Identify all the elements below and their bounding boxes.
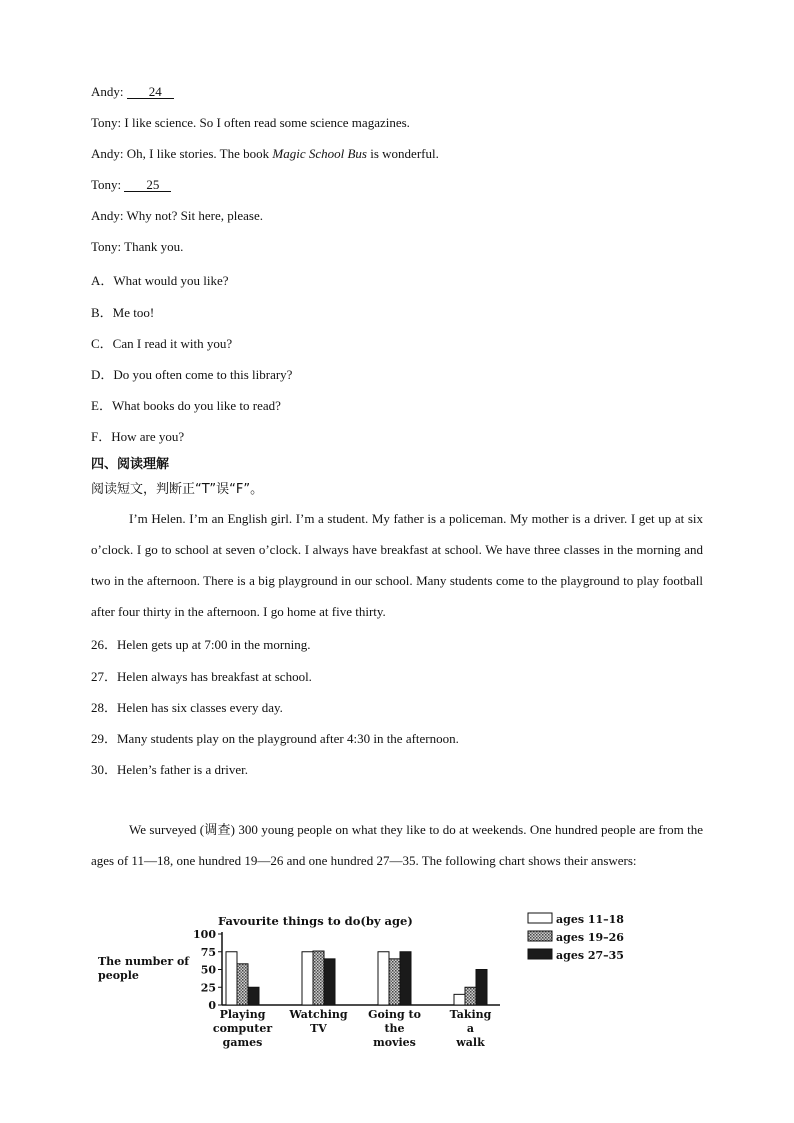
option-c: C．Can I read it with you? [91, 336, 233, 351]
question-28: 28．Helen has six classes every day. [91, 700, 283, 715]
survey-passage: We surveyed (调查) 300 young people on what they like to do at weekends. One hundred people are from the ages of 11—18, one hundred 19—26 and one hundred 27—35. The following chart shows their answers: [91, 822, 703, 868]
y-tick-label: 0 [208, 999, 216, 1012]
question-26: 26．Helen gets up at 7:00 in the morning. [91, 637, 311, 652]
bar [248, 987, 259, 1005]
bar [476, 970, 487, 1006]
x-category-label: movies [373, 1036, 416, 1049]
instruction-text: 阅读短文，判断正“T”误“F”。 [91, 482, 264, 497]
option-d: D．Do you often come to this library? [91, 367, 293, 382]
reading-passage: I’m Helen. I’m an English girl. I’m a student. My father is a policeman. My mother is a driver. I get up at six o’clock. I go to school at seven o’clock. I always have breakfast at school. We have three classes in the morning and two in the afternoon. There is a big playground in our school. Many students come to the playground to play football after four thirty in the afternoon. I go home at five thirty. [91, 511, 703, 619]
dialogue-line-4: Tony: 25 [91, 177, 171, 193]
dialogue-line-1: Andy: 24 [91, 84, 174, 100]
legend-swatch [528, 949, 552, 959]
dialogue-line-6: Tony: Thank you. [91, 239, 184, 254]
legend-label: ages 11–18 [556, 913, 624, 926]
y-axis-label-line-2: people [98, 969, 139, 982]
bar-chart-svg [95, 910, 655, 1060]
legend-label: ages 19–26 [556, 931, 624, 944]
question-27: 27．Helen always has breakfast at school. [91, 669, 312, 684]
dialogue-line-5: Andy: Why not? Sit here, please. [91, 208, 263, 223]
x-category-label: walk [456, 1036, 485, 1049]
bar [324, 959, 335, 1005]
bar [302, 952, 313, 1005]
x-category-label: a [466, 1022, 475, 1035]
option-f: F．How are you? [91, 429, 185, 444]
legend-swatch [528, 913, 552, 923]
chart-title: Favourite things to do(by age) [218, 914, 413, 928]
bar [454, 994, 465, 1005]
y-tick-label: 100 [193, 928, 216, 941]
x-category-label: Taking [449, 1008, 492, 1021]
x-category-label: Watching [289, 1008, 348, 1021]
y-axis-label-line-1: The number of [98, 955, 190, 968]
book-title: Magic School Bus [272, 146, 367, 161]
question-29: 29．Many students play on the playground after 4:30 in the afternoon. [91, 731, 459, 746]
y-tick-label: 50 [200, 963, 216, 977]
bar [237, 964, 248, 1005]
legend-swatch [528, 931, 552, 941]
bar [389, 959, 400, 1005]
x-category-label: TV [310, 1022, 327, 1035]
x-category-label: the [384, 1022, 405, 1035]
legend-label: ages 27–35 [556, 949, 624, 962]
x-category-label: games [222, 1036, 263, 1049]
bar-chart [95, 910, 655, 1060]
x-category-label: Going to [368, 1008, 421, 1021]
bar [465, 987, 476, 1005]
dialogue-line-3: Andy: Oh, I like stories. The book Magic School Bus is wonderful. [91, 146, 439, 161]
x-category-label: Playing [219, 1008, 266, 1021]
bar [400, 952, 411, 1005]
y-tick-label: 75 [200, 945, 216, 959]
dialogue-line-2: Tony: I like science. So I often read some science magazines. [91, 115, 410, 130]
question-30: 30．Helen’s father is a driver. [91, 762, 249, 777]
answer-blank-25[interactable]: 25 [124, 178, 171, 192]
section-heading: 四、阅读理解 [91, 457, 170, 472]
bar [313, 951, 324, 1005]
answer-blank-24[interactable]: 24 [127, 85, 174, 99]
bar [226, 952, 237, 1005]
option-e: E．What books do you like to read? [91, 398, 281, 413]
x-category-label: computer [212, 1022, 273, 1035]
option-a: A．What would you like? [91, 273, 229, 288]
option-b: B．Me too! [91, 305, 155, 320]
y-tick-label: 25 [200, 981, 216, 995]
bar [378, 952, 389, 1005]
